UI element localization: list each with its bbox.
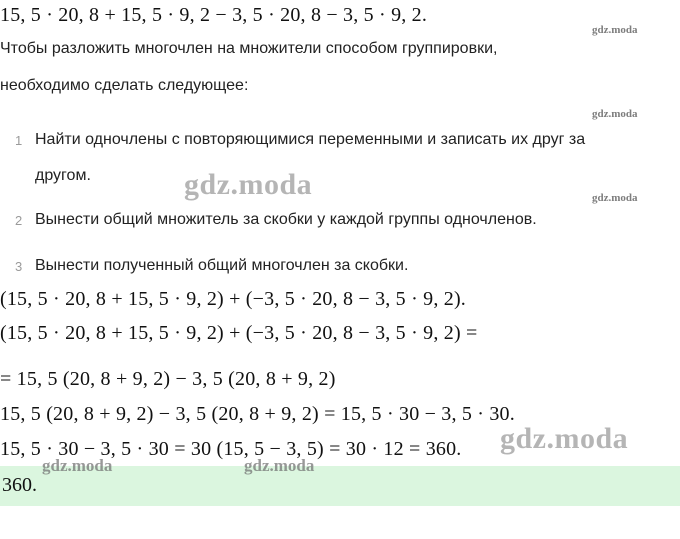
intro-line-2: необходимо сделать следующее: (0, 77, 249, 94)
list-item-number: 1 (15, 133, 23, 148)
solution-line-5: 15, 5 · 30 − 3, 5 · 30 = 30 (15, 5 − 3, 5) = 30 · 12 = 360. (0, 438, 462, 460)
solution-line-2: (15, 5 · 20, 8 + 15, 5 · 9, 2) + (−3, 5 · 20, 8 − 3, 5 · 9, 2) = (0, 322, 478, 344)
problem-expression: 15, 5 · 20, 8 + 15, 5 · 9, 2 − 3, 5 · 20, 8 − 3, 5 · 9, 2. (0, 4, 428, 26)
answer-value: 360. (2, 474, 37, 496)
solution-line-4: 15, 5 (20, 8 + 9, 2) − 3, 5 (20, 8 + 9, 2) = 15, 5 · 30 − 3, 5 · 30. (0, 403, 515, 425)
list-item-text: Вынести полученный общий многочлен за скобки. (35, 257, 409, 274)
watermark: gdz.moda (184, 168, 313, 201)
intro-line-1: Чтобы разложить многочлен на множители способом группировки, (0, 40, 498, 57)
list-item-text-cont: другом. (35, 167, 91, 184)
list-item-text: Найти одночлены с повторяющимися переменными и записать их друг за (35, 131, 586, 148)
solution-line-1: (15, 5 · 20, 8 + 15, 5 · 9, 2) + (−3, 5 · 20, 8 − 3, 5 · 9, 2). (0, 288, 466, 310)
solution-line-3: = 15, 5 (20, 8 + 9, 2) − 3, 5 (20, 8 + 9, 2) (0, 368, 336, 390)
watermark: gdz.moda (42, 456, 113, 475)
watermark: gdz.moda (592, 192, 638, 204)
list-item-number: 2 (15, 213, 23, 228)
list-item-number: 3 (15, 259, 23, 274)
watermark: gdz.moda (500, 422, 629, 455)
watermark: gdz.moda (592, 24, 638, 36)
watermark: gdz.moda (592, 108, 638, 120)
watermark: gdz.moda (244, 456, 315, 475)
list-item-text: Вынести общий множитель за скобки у каждой группы одночленов. (35, 211, 537, 228)
